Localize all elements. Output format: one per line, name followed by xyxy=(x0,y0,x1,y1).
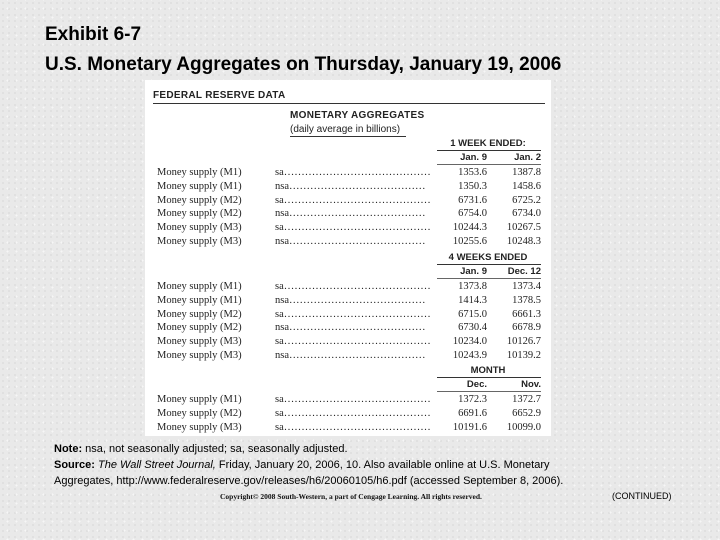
value-prior: 6661.3 xyxy=(512,308,541,320)
value-current: 6731.6 xyxy=(458,194,487,206)
table-row xyxy=(145,321,551,334)
table-row xyxy=(145,421,551,434)
group-heading: 4 WEEKS ENDED xyxy=(448,252,528,263)
exhibit-title: U.S. Monetary Aggregates on Thursday, January 19, 2006 xyxy=(45,54,562,75)
value-prior: 1372.7 xyxy=(512,394,541,405)
row-label: Money supply (M2) xyxy=(157,194,242,206)
adjustment-label: sa…………………………………… xyxy=(275,407,431,419)
value-prior: 6652.9 xyxy=(512,407,541,419)
row-label: Money supply (M3) xyxy=(157,236,242,247)
value-current: 10234.0 xyxy=(452,336,487,348)
table-row xyxy=(145,349,551,362)
table-row xyxy=(145,335,551,348)
column-header: Jan. 9 xyxy=(460,152,487,163)
group-rule xyxy=(437,150,541,151)
table-row xyxy=(145,393,551,406)
table-row xyxy=(145,280,551,293)
source-publication: The Wall Street Journal, xyxy=(98,459,216,471)
value-prior: 1387.8 xyxy=(512,167,541,178)
value-prior: 6734.0 xyxy=(512,208,541,220)
value-prior: 10139.2 xyxy=(506,350,541,361)
table-row xyxy=(145,308,551,321)
adjustment-label: nsa………………………………… xyxy=(275,208,426,220)
adjustment-label: sa…………………………………… xyxy=(275,394,431,405)
value-prior: 6725.2 xyxy=(512,194,541,206)
column-header: Dec. xyxy=(466,379,487,390)
table-row xyxy=(145,407,551,420)
table-row xyxy=(145,235,551,248)
row-label: Money supply (M2) xyxy=(157,208,242,220)
value-current: 1414.3 xyxy=(458,294,487,306)
value-current: 1353.6 xyxy=(458,167,487,178)
value-prior: 1373.4 xyxy=(512,281,541,292)
value-prior: 1378.5 xyxy=(512,294,541,306)
table-row xyxy=(145,207,551,220)
table-row xyxy=(145,221,551,234)
value-current: 1350.3 xyxy=(458,180,487,192)
value-current: 1373.8 xyxy=(458,281,487,292)
group-heading: MONTH xyxy=(470,365,506,376)
continued-label: (CONTINUED) xyxy=(612,491,672,501)
column-rule xyxy=(437,278,541,279)
table-header: FEDERAL RESERVE DATA xyxy=(153,90,286,101)
row-label: Money supply (M2) xyxy=(157,407,242,419)
row-label: Money supply (M3) xyxy=(157,350,242,361)
column-header: Jan. 9 xyxy=(460,266,487,277)
table-row xyxy=(145,194,551,207)
adjustment-label: nsa………………………………… xyxy=(275,180,426,192)
row-label: Money supply (M1) xyxy=(157,180,242,192)
value-current: 10244.3 xyxy=(452,222,487,234)
table-row xyxy=(145,166,551,179)
column-header: Nov. xyxy=(521,379,541,390)
adjustment-label: sa…………………………………… xyxy=(275,336,431,348)
adjustment-label: sa…………………………………… xyxy=(275,167,431,178)
group-rule xyxy=(437,377,541,378)
value-current: 6715.0 xyxy=(458,308,487,320)
value-current: 6754.0 xyxy=(458,208,487,220)
value-current: 1372.3 xyxy=(458,394,487,405)
value-prior: 10099.0 xyxy=(506,421,541,433)
adjustment-label: sa…………………………………… xyxy=(275,308,431,320)
row-label: Money supply (M2) xyxy=(157,308,242,320)
note-label: Note: xyxy=(54,443,83,455)
value-prior: 10126.7 xyxy=(506,336,541,348)
row-label: Money supply (M3) xyxy=(157,222,242,234)
adjustment-label: nsa………………………………… xyxy=(275,236,426,247)
table-row xyxy=(145,294,551,307)
source-line-2: Aggregates, http://www.federalreserve.gov/releases/h6/20060105/h6.pdf (accessed September 8, 2006). xyxy=(54,475,564,487)
copyright-notice: Copyright© 2008 South-Western, a part of Cengage Learning. All rights reserved. xyxy=(220,492,482,501)
section-rule xyxy=(290,136,406,137)
section-title: MONETARY AGGREGATES xyxy=(290,110,425,121)
value-current: 10243.9 xyxy=(452,350,487,361)
data-table-panel xyxy=(145,80,551,436)
header-rule xyxy=(153,103,545,104)
table-row xyxy=(145,180,551,193)
value-current: 10255.6 xyxy=(452,236,487,247)
adjustment-label: nsa………………………………… xyxy=(275,294,426,306)
note-text: nsa, not seasonally adjusted; sa, seasonally adjusted. xyxy=(82,443,348,455)
adjustment-label: sa…………………………………… xyxy=(275,194,431,206)
value-prior: 10248.3 xyxy=(506,236,541,247)
row-label: Money supply (M3) xyxy=(157,421,242,433)
column-header: Jan. 2 xyxy=(514,152,541,163)
value-prior: 6678.9 xyxy=(512,322,541,334)
exhibit-number: Exhibit 6-7 xyxy=(45,24,142,45)
row-label: Money supply (M1) xyxy=(157,167,242,178)
column-rule xyxy=(437,391,541,392)
source-text: Friday, January 20, 2006, 10. Also available online at U.S. Monetary xyxy=(215,459,550,471)
source-label: Source: xyxy=(54,459,95,471)
value-current: 6730.4 xyxy=(458,322,487,334)
group-rule xyxy=(437,264,541,265)
row-label: Money supply (M2) xyxy=(157,322,242,334)
adjustment-label: nsa………………………………… xyxy=(275,350,426,361)
row-label: Money supply (M3) xyxy=(157,336,242,348)
value-prior: 1458.6 xyxy=(512,180,541,192)
section-subtitle: (daily average in billions) xyxy=(290,124,401,135)
adjustment-label: nsa………………………………… xyxy=(275,322,426,334)
value-current: 6691.6 xyxy=(458,407,487,419)
row-label: Money supply (M1) xyxy=(157,281,242,292)
adjustment-label: sa…………………………………… xyxy=(275,421,431,433)
group-heading: 1 WEEK ENDED: xyxy=(450,138,526,149)
value-prior: 10267.5 xyxy=(506,222,541,234)
adjustment-label: sa…………………………………… xyxy=(275,281,431,292)
value-current: 10191.6 xyxy=(452,421,487,433)
source-line xyxy=(54,458,549,473)
row-label: Money supply (M1) xyxy=(157,294,242,306)
column-rule xyxy=(437,164,541,165)
column-header: Dec. 12 xyxy=(507,266,541,277)
row-label: Money supply (M1) xyxy=(157,394,242,405)
adjustment-label: sa…………………………………… xyxy=(275,222,431,234)
note-line xyxy=(54,442,348,457)
